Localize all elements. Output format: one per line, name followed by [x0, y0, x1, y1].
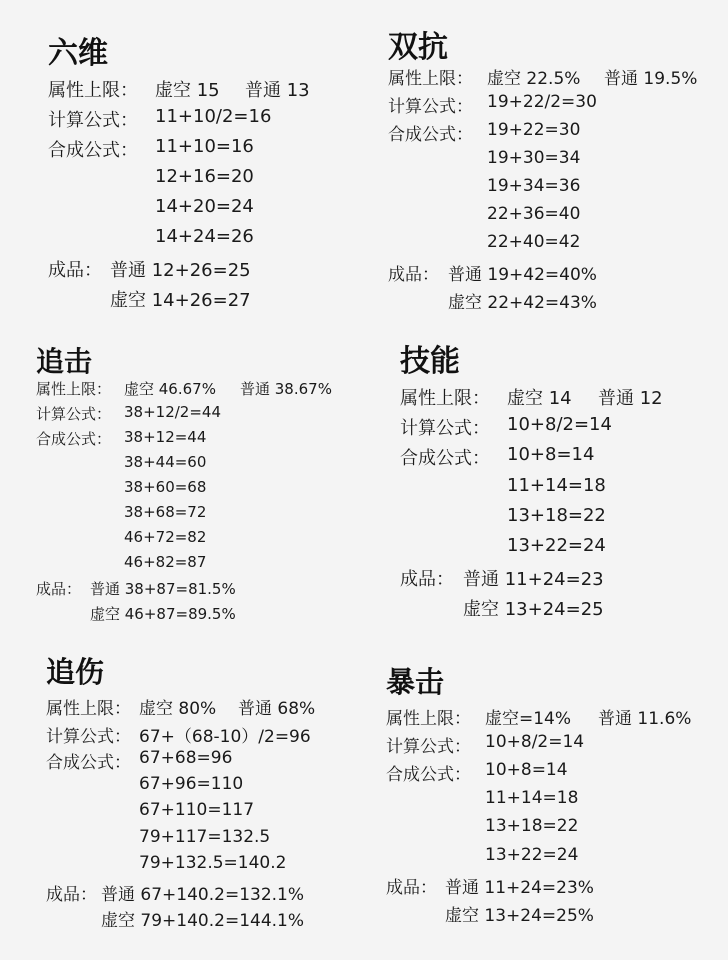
synth-step: 67+110=117 — [139, 800, 255, 820]
synth-step: 13+18=22 — [485, 816, 579, 836]
attr-normal-value: 普通 38.67% — [240, 380, 332, 398]
section-title: 追伤 — [46, 655, 105, 689]
synth-label: 合成公式： — [48, 140, 138, 161]
calc-formula: 10+8/2=14 — [507, 414, 612, 435]
attr-label: 属性上限： — [46, 699, 131, 719]
product-void: 虚空 46+87=89.5% — [90, 605, 236, 623]
product-normal: 普通 11+24=23 — [463, 569, 604, 590]
synth-step: 12+16=20 — [155, 166, 254, 187]
attr-normal-value: 普通 13 — [245, 80, 310, 101]
calc-label: 计算公式： — [388, 97, 473, 117]
synth-step: 13+22=24 — [507, 535, 606, 556]
product-label: 成品： — [46, 885, 97, 905]
calc-formula: 11+10/2=16 — [155, 106, 272, 127]
calc-label: 计算公式： — [46, 727, 131, 747]
synth-step: 14+20=24 — [155, 196, 254, 217]
section-title: 双抗 — [388, 30, 448, 65]
attr-label: 属性上限： — [386, 709, 471, 729]
synth-step: 67+96=110 — [139, 774, 244, 794]
product-void: 虚空 22+42=43% — [448, 293, 597, 313]
synth-step: 46+72=82 — [124, 528, 207, 546]
attr-void-value: 虚空 15 — [155, 80, 220, 101]
synth-step: 38+60=68 — [124, 478, 207, 496]
synth-step: 19+30=34 — [487, 148, 581, 168]
synth-step: 11+14=18 — [485, 788, 579, 808]
section-title: 六维 — [48, 36, 108, 71]
attr-normal-value: 普通 12 — [598, 388, 663, 409]
synth-step: 38+44=60 — [124, 453, 207, 471]
product-label: 成品： — [36, 580, 82, 598]
product-void: 虚空 13+24=25% — [445, 906, 594, 926]
synth-step: 46+82=87 — [124, 553, 207, 571]
product-void: 虚空 79+140.2=144.1% — [101, 911, 305, 931]
synth-step: 10+8=14 — [485, 760, 568, 780]
synth-step: 38+12=44 — [124, 428, 207, 446]
synth-step: 19+22=30 — [487, 120, 581, 140]
section-title: 暴击 — [386, 665, 445, 699]
product-normal: 普通 12+26=25 — [110, 260, 251, 281]
product-normal: 普通 38+87=81.5% — [90, 580, 236, 598]
attr-void-value: 虚空=14% — [485, 709, 572, 729]
product-label: 成品： — [388, 265, 439, 285]
synth-step: 79+132.5=140.2 — [139, 853, 287, 873]
section-title: 技能 — [400, 344, 460, 379]
attr-normal-value: 普通 19.5% — [604, 69, 698, 89]
attr-void-value: 虚空 46.67% — [124, 380, 216, 398]
attr-label: 属性上限： — [48, 80, 138, 101]
synth-label: 合成公式： — [388, 125, 473, 145]
synth-step: 11+14=18 — [507, 475, 606, 496]
product-void: 虚空 13+24=25 — [463, 599, 604, 620]
product-label: 成品： — [48, 260, 102, 281]
synth-step: 10+8=14 — [507, 444, 595, 465]
attr-normal-value: 普通 68% — [238, 699, 316, 719]
synth-step: 13+22=24 — [485, 845, 579, 865]
synth-step: 22+40=42 — [487, 232, 581, 252]
synth-step: 79+117=132.5 — [139, 827, 271, 847]
calc-label: 计算公式： — [48, 110, 138, 131]
product-normal: 普通 19+42=40% — [448, 265, 597, 285]
attr-label: 属性上限： — [400, 388, 490, 409]
calc-label: 计算公式： — [36, 405, 112, 423]
product-void: 虚空 14+26=27 — [110, 290, 251, 311]
synth-step: 67+68=96 — [139, 748, 233, 768]
section-title: 追击 — [36, 345, 93, 378]
attr-normal-value: 普通 11.6% — [598, 709, 692, 729]
synth-label: 合成公式： — [36, 430, 112, 448]
attr-label: 属性上限： — [388, 69, 473, 89]
product-label: 成品： — [386, 878, 437, 898]
synth-step: 22+36=40 — [487, 204, 581, 224]
synth-step: 11+10=16 — [155, 136, 254, 157]
product-normal: 普通 67+140.2=132.1% — [101, 885, 305, 905]
calc-formula: 67+（68-10）/2=96 — [139, 727, 311, 747]
calc-formula: 10+8/2=14 — [485, 732, 585, 752]
attr-void-value: 虚空 22.5% — [487, 69, 581, 89]
calc-label: 计算公式： — [386, 737, 471, 757]
synth-step: 19+34=36 — [487, 176, 581, 196]
synth-step: 13+18=22 — [507, 505, 606, 526]
synth-label: 合成公式： — [46, 753, 131, 773]
attr-label: 属性上限： — [36, 380, 112, 398]
synth-step: 38+68=72 — [124, 503, 207, 521]
synth-label: 合成公式： — [386, 765, 471, 785]
calc-formula: 19+22/2=30 — [487, 92, 597, 112]
synth-step: 14+24=26 — [155, 226, 254, 247]
attr-void-value: 虚空 14 — [507, 388, 572, 409]
product-normal: 普通 11+24=23% — [445, 878, 594, 898]
calc-label: 计算公式： — [400, 418, 490, 439]
synth-label: 合成公式： — [400, 448, 490, 469]
calc-formula: 38+12/2=44 — [124, 403, 221, 421]
attr-void-value: 虚空 80% — [139, 699, 217, 719]
product-label: 成品： — [400, 569, 454, 590]
